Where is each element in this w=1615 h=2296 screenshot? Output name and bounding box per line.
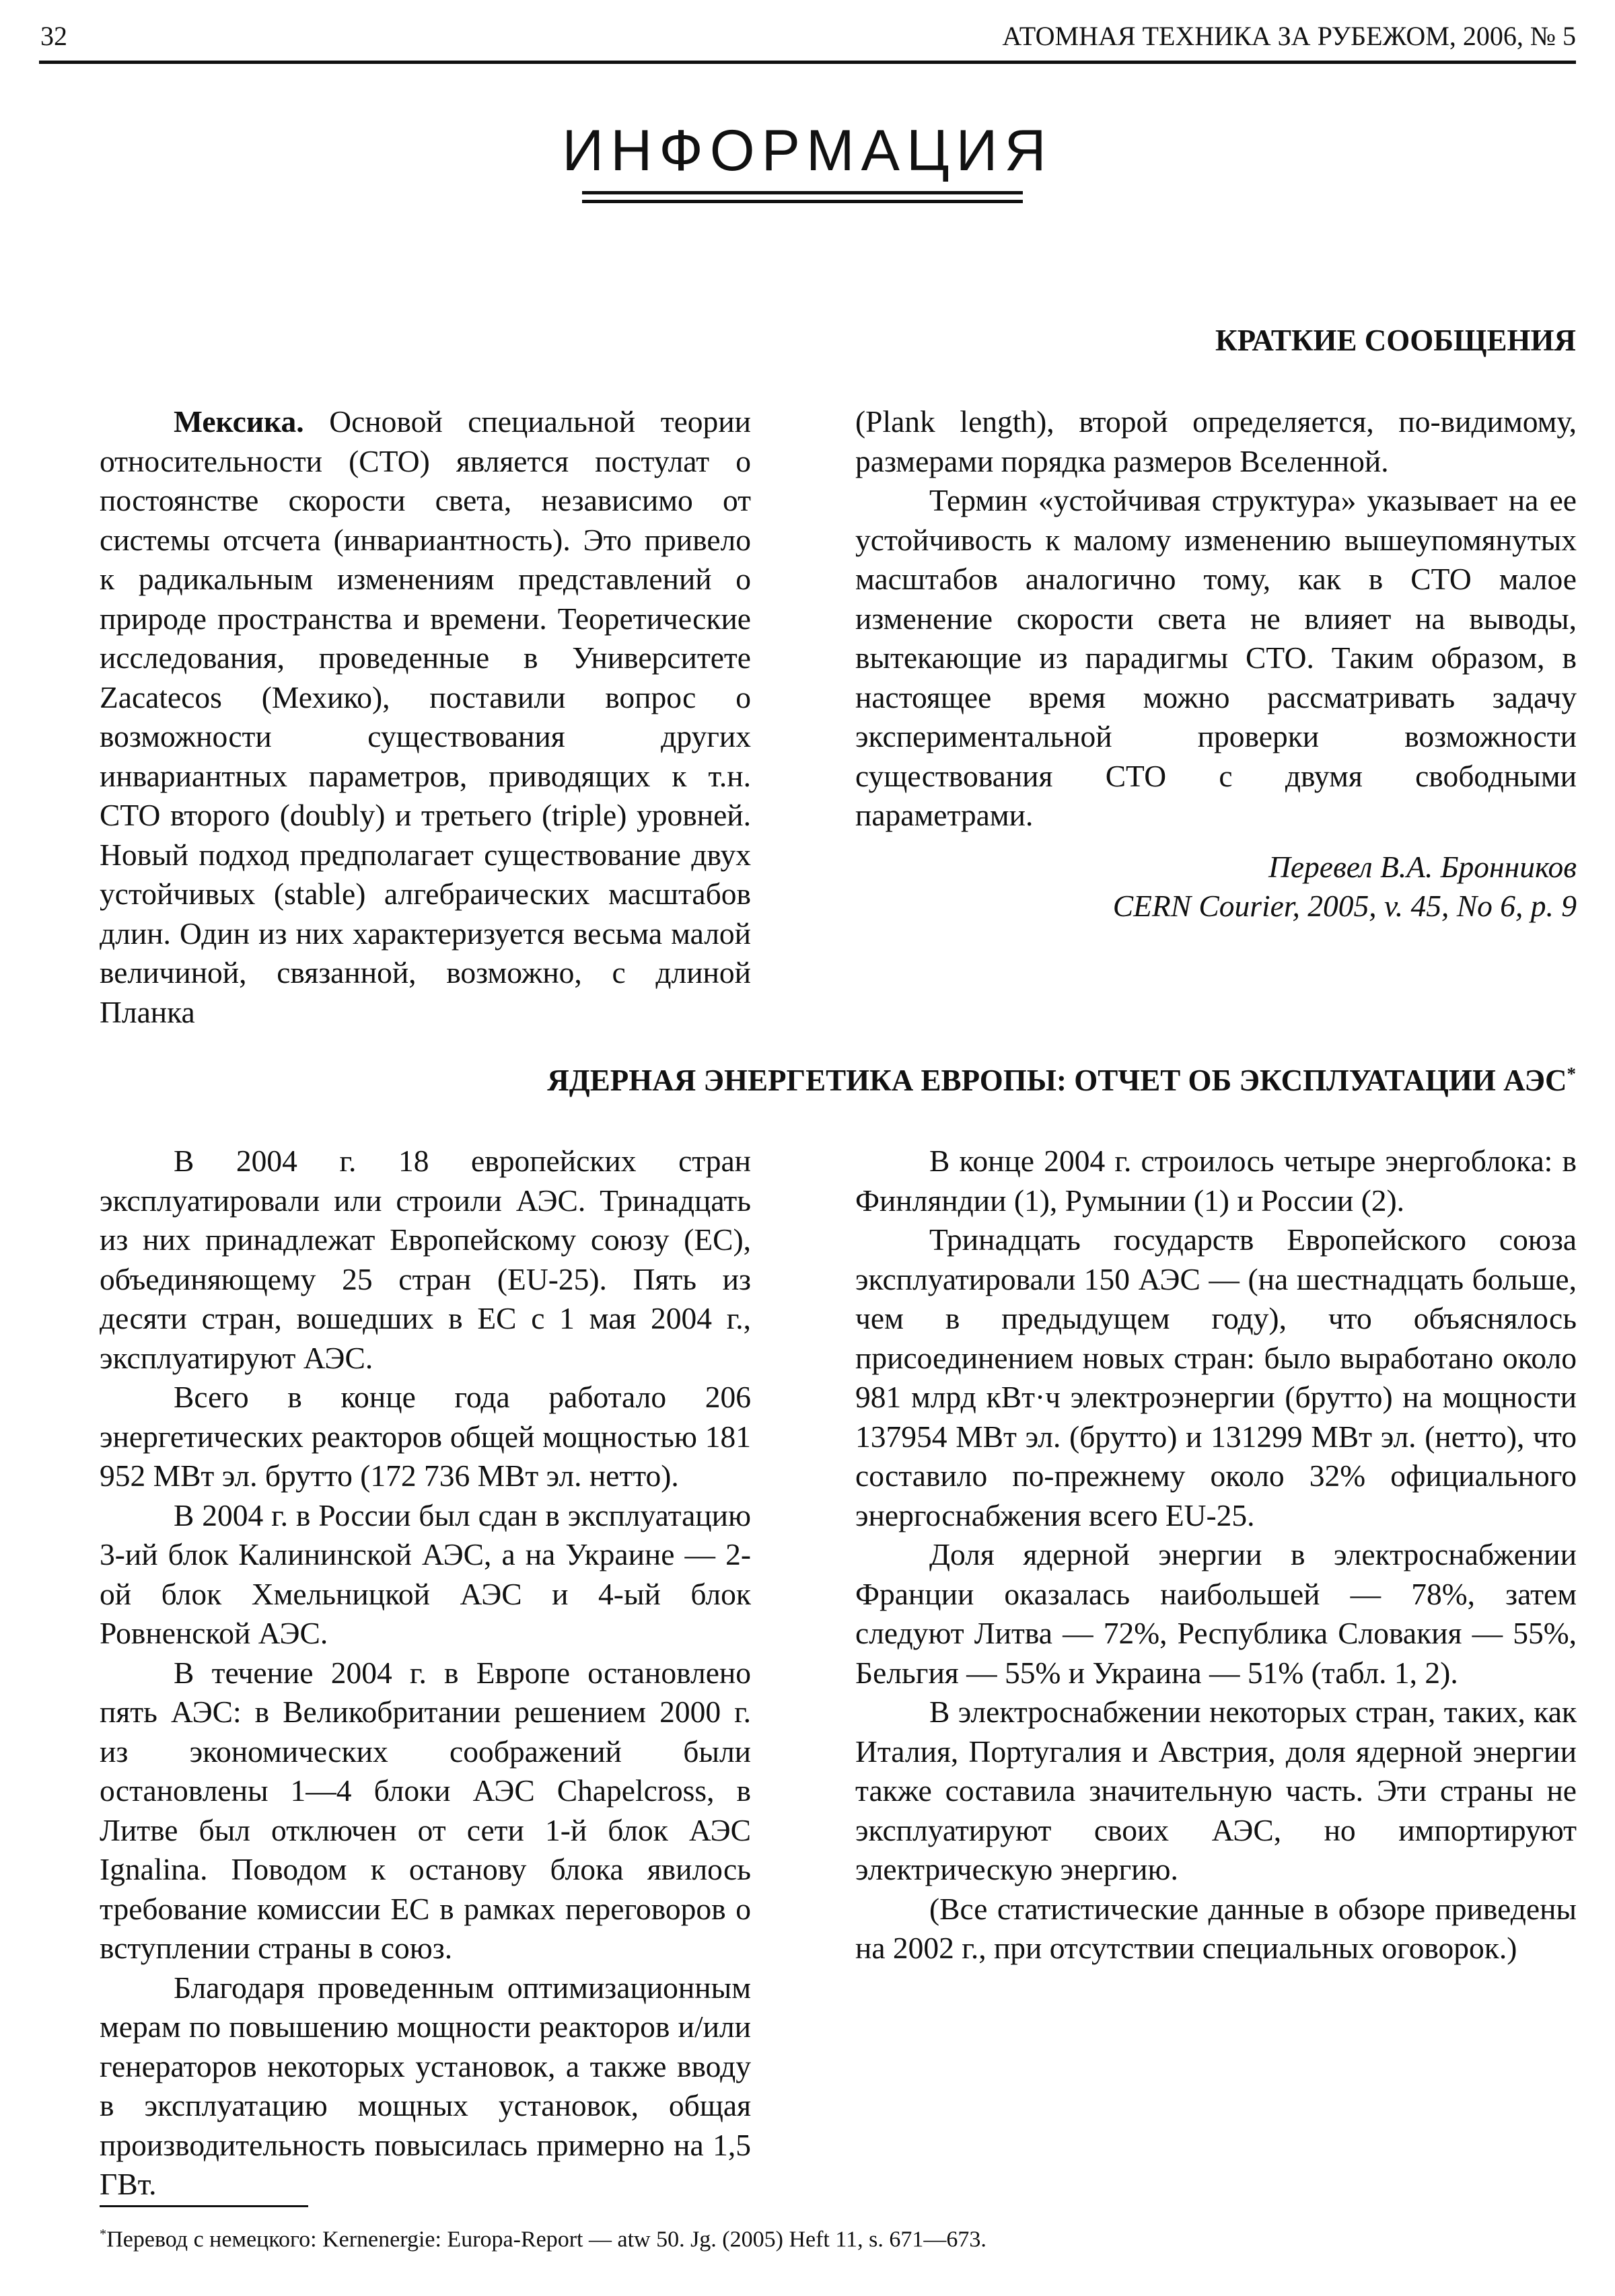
page-title: ИНФОРМАЦИЯ [562,118,1053,183]
footnote-text: Перевод с немецкого: Kernenergie: Europa-Report — atw 50. Jg. (2005) Heft 11, s. 671—673. [106,2227,986,2252]
paragraph: Доля ядерной энергии в электроснабжении Франции оказалась наибольшей — 78%, затем следуют Литва — 72%, Республика Словакия — 55%, Бельгия — 55% и Украина — 51% (табл. 1, 2). [855,1537,1577,1690]
footnote-mark: * [1567,1064,1576,1084]
brief-news-left-column [100,402,751,1032]
footnote-mark: * [100,2227,107,2242]
paragraph: Всего в конце года работало 206 энергетических реакторов общей мощностью 181 952 МВт эл. брутто (172 736 МВт эл. нетто). [100,1380,751,1493]
footnote-rule [100,2205,308,2207]
page-number: 32 [40,21,67,51]
section-heading-brief-news: КРАТКИЕ СООБЩЕНИЯ [1215,324,1576,357]
paragraph: В электроснабжении некоторых стран, таких, как Италия, Португалия и Австрия, доля ядерной энергии также составила значительную часть. Эти страны не эксплуатируют своих АЭС, но импортируют электрическую энергию. [855,1695,1577,1886]
source-citation: CERN Courier, 2005, v. 45, No 6, p. 9 [1112,889,1577,923]
title-underline [582,200,1023,203]
paragraph: В конце 2004 г. строилось четыре энергоблока: в Финляндии (1), Румынии (1) и России (2). [855,1144,1577,1218]
paragraph: (Все статистические данные в обзоре приведены на 2002 г., при отсутствии специальных оговорок.) [855,1891,1577,1965]
header-rule [39,61,1576,64]
paragraph: Благодаря проведенным оптимизационным мерам по повышению мощности реакторов и/или генераторов некоторых установок, а также вводу в эксплуатацию мощных установок, общая производительность повысилась примерно на 1,5 ГВт. [100,1970,751,2201]
europe-report-left-column [100,1142,751,2205]
paragraph: В 2004 г. 18 европейских стран эксплуатировали или строили АЭС. Тринадцать из них принадлежат Европейскому союзу (ЕС), объединяющему 25 стран (EU-25). Пять из десяти стран, вошедших в ЕС с 1 мая 2004 г., эксплуатируют АЭС. [100,1144,751,1375]
europe-report-right-column [855,1142,1577,1968]
paragraph: (Plank length), второй определяется, по-видимому, размерами порядка размеров Вселенной. [855,404,1577,478]
paragraph: Термин «устойчивая структура» указывает на ее устойчивость к малому изменению вышеупомянутых масштабов аналогично тому, как в СТО малое изменение скорости света не влияет на выводы, вытекающие из парадигмы СТО. Таким образом, в настоящее время можно рассматривать задачу экспериментальной проверки возможности существования СТО с двумя свободными параметрами. [855,483,1577,832]
paragraph: Тринадцать государств Европейского союза эксплуатировали 150 АЭС — (на шестнадцать больше, чем в предыдущем году), что объяснялось присоединением новых стран: было выработано около 981 млрд кВт·ч электроэнергии (брутто) на мощности 137954 МВт эл. (брутто) и 131299 МВт эл. (нетто), что составило по-прежнему около 32% официального энергоснабжения всего EU-25. [855,1222,1577,1532]
lead-word: Мексика. [174,404,304,439]
translator-credit: Перевел В.А. Бронников [1268,849,1577,884]
section-heading-europe-nuclear [547,1063,1576,1098]
journal-running-head: АТОМНАЯ ТЕХНИКА ЗА РУБЕЖОМ, 2006, № 5 [1002,21,1576,51]
paragraph: В течение 2004 г. в Европе остановлено пять АЭС: в Великобритании решением 2000 г. из экономических соображений были остановлены 1—4 блоки АЭС Chapelcross, в Литве был отключен от сети 1-й блок АЭС Ignalina. Поводом к останову блока явилось требование комиссии ЕС в рамках переговоров о вступлении страны в союз. [100,1655,751,1965]
footnote [100,2227,986,2252]
brief-news-right-column [855,402,1577,926]
paragraph [100,402,751,1032]
paragraph: В 2004 г. в России был сдан в эксплуатацию 3-ий блок Калининской АЭС, а на Украине — 2-ой блок Хмельницкой АЭС и 4-ый блок Ровненской АЭС. [100,1497,751,1650]
heading-text: ЯДЕРНАЯ ЭНЕРГЕТИКА ЕВРОПЫ: ОТЧЕТ ОБ ЭКСПЛУАТАЦИИ АЭС [547,1064,1567,1097]
paragraph-text: Основой специальной теории относительности (СТО) является постулат о постоянстве скорости света, независимо от системы отсчета (инвариантность). Это привело к радикальным изменениям представлений о природе пространства и времени. Теоретические исследования, проведенные в Университете Zacatecos (Мехико), поставили вопрос о возможности существования других инвариантных параметров, приводящих к т.н. СТО второго (doubly) и третьего (triple) уровней. Новый подход предполагает существование двух устойчивых (stable) алгебраических масштабов длин. Один из них характеризуется весьма малой величиной, связанной, возможно, с длиной Планка [100,404,751,1029]
title-underline [582,191,1023,194]
